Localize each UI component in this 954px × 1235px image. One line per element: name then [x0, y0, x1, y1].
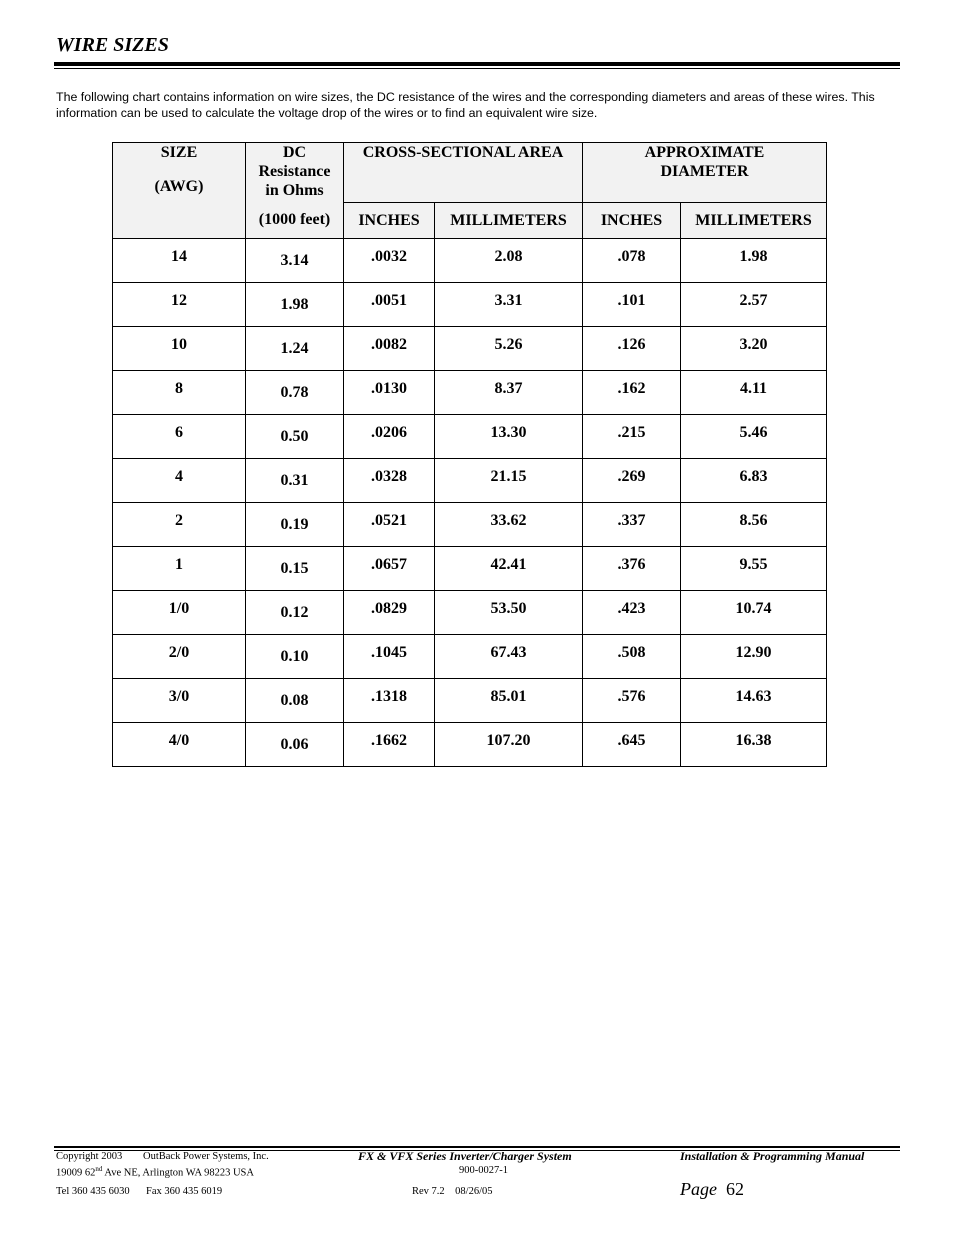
footer-manual-title: Installation & Programming Manual: [680, 1149, 865, 1163]
table-header-row: [113, 143, 827, 203]
footer-doc-number: 900-0027-1: [459, 1165, 508, 1176]
cell-area-inches: .0051: [344, 283, 435, 327]
header-dc-resistance: DC Resistance in Ohms (1000 feet): [246, 143, 344, 239]
table-row: [113, 371, 827, 415]
cell-diameter-inches: .508: [583, 635, 681, 679]
cell-diameter-mm: 1.98: [681, 239, 827, 283]
header-size: SIZE (AWG): [113, 143, 246, 239]
footer-tel: Tel 360 435 6030: [56, 1186, 130, 1197]
cell-dc: 0.19: [246, 503, 344, 547]
title-rule-thick: [54, 62, 900, 66]
table-row: [113, 503, 827, 547]
cell-size: 2/0: [113, 635, 246, 679]
cell-area-inches: .1045: [344, 635, 435, 679]
header-approximate-diameter: APPROXIMATE DIAMETER: [583, 143, 827, 203]
cell-diameter-mm: 6.83: [681, 459, 827, 503]
cell-dc: 0.31: [246, 459, 344, 503]
cell-area-mm: 67.43: [435, 635, 583, 679]
header-area-millimeters: MILLIMETERS: [435, 203, 583, 239]
cell-area-mm: 53.50: [435, 591, 583, 635]
cell-diameter-mm: 9.55: [681, 547, 827, 591]
cell-diameter-inches: .126: [583, 327, 681, 371]
cell-size: 10: [113, 327, 246, 371]
cell-diameter-mm: 8.56: [681, 503, 827, 547]
footer-address: 19009 62nd Ave NE, Arlington WA 98223 USA: [56, 1165, 254, 1179]
cell-area-inches: .1662: [344, 723, 435, 767]
cell-area-mm: 21.15: [435, 459, 583, 503]
cell-area-mm: 107.20: [435, 723, 583, 767]
cell-area-inches: .1318: [344, 679, 435, 723]
cell-size: 6: [113, 415, 246, 459]
cell-area-inches: .0328: [344, 459, 435, 503]
cell-area-inches: .0032: [344, 239, 435, 283]
cell-size: 12: [113, 283, 246, 327]
cell-diameter-inches: .376: [583, 547, 681, 591]
wire-size-table: [112, 142, 827, 767]
cell-diameter-mm: 12.90: [681, 635, 827, 679]
cell-dc: 0.78: [246, 371, 344, 415]
cell-area-mm: 2.08: [435, 239, 583, 283]
cell-size: 4: [113, 459, 246, 503]
cell-diameter-inches: .576: [583, 679, 681, 723]
footer-revision: Rev 7.2 08/26/05: [412, 1186, 493, 1197]
cell-area-inches: .0130: [344, 371, 435, 415]
cell-diameter-mm: 2.57: [681, 283, 827, 327]
cell-size: 8: [113, 371, 246, 415]
intro-paragraph: The following chart contains information on wire sizes, the DC resistance of the wires and the corresponding diameters and areas of these wires. This information can be used to calculate the voltage drop of the wires or to find an equivalent wire size.: [56, 90, 875, 120]
table-row: [113, 635, 827, 679]
footer-company: OutBack Power Systems, Inc.: [143, 1151, 269, 1162]
header-cross-sectional-area: CROSS-SECTIONAL AREA: [344, 143, 583, 203]
footer-copyright: Copyright 2003: [56, 1151, 123, 1162]
cell-size: 3/0: [113, 679, 246, 723]
cell-diameter-inches: .162: [583, 371, 681, 415]
cell-dc: 1.24: [246, 327, 344, 371]
cell-area-inches: .0082: [344, 327, 435, 371]
cell-diameter-inches: .337: [583, 503, 681, 547]
table-row: [113, 459, 827, 503]
cell-area-mm: 13.30: [435, 415, 583, 459]
cell-diameter-inches: .215: [583, 415, 681, 459]
cell-area-mm: 85.01: [435, 679, 583, 723]
cell-area-inches: .0657: [344, 547, 435, 591]
cell-diameter-inches: .423: [583, 591, 681, 635]
cell-size: 1/0: [113, 591, 246, 635]
cell-diameter-mm: 16.38: [681, 723, 827, 767]
cell-area-inches: .0206: [344, 415, 435, 459]
page-title: WIRE SIZES: [56, 34, 169, 56]
cell-dc: 0.08: [246, 679, 344, 723]
cell-size: 14: [113, 239, 246, 283]
table-row: [113, 547, 827, 591]
cell-area-mm: 8.37: [435, 371, 583, 415]
header-diameter-inches: INCHES: [583, 203, 681, 239]
footer-page-number: Page 62: [680, 1179, 744, 1199]
cell-dc: 0.10: [246, 635, 344, 679]
cell-area-mm: 42.41: [435, 547, 583, 591]
table-row: [113, 415, 827, 459]
cell-diameter-inches: .269: [583, 459, 681, 503]
cell-diameter-mm: 4.11: [681, 371, 827, 415]
table-row: [113, 239, 827, 283]
cell-dc: 0.12: [246, 591, 344, 635]
cell-diameter-mm: 14.63: [681, 679, 827, 723]
cell-area-mm: 33.62: [435, 503, 583, 547]
cell-diameter-mm: 10.74: [681, 591, 827, 635]
cell-diameter-mm: 3.20: [681, 327, 827, 371]
footer-product: FX & VFX Series Inverter/Charger System: [358, 1149, 572, 1163]
table-row: [113, 723, 827, 767]
cell-area-mm: 3.31: [435, 283, 583, 327]
cell-diameter-inches: .078: [583, 239, 681, 283]
cell-area-mm: 5.26: [435, 327, 583, 371]
table-row: [113, 591, 827, 635]
cell-size: 2: [113, 503, 246, 547]
cell-dc: 0.15: [246, 547, 344, 591]
header-diameter-millimeters: MILLIMETERS: [681, 203, 827, 239]
title-rule-thin: [54, 68, 900, 69]
footer-rule-thick: [54, 1146, 900, 1148]
cell-dc: 0.06: [246, 723, 344, 767]
table-row: [113, 327, 827, 371]
cell-diameter-mm: 5.46: [681, 415, 827, 459]
footer-fax: Fax 360 435 6019: [146, 1186, 223, 1197]
cell-diameter-inches: .101: [583, 283, 681, 327]
header-area-inches: INCHES: [344, 203, 435, 239]
cell-size: 1: [113, 547, 246, 591]
cell-dc: 0.50: [246, 415, 344, 459]
cell-dc: 1.98: [246, 283, 344, 327]
cell-area-inches: .0829: [344, 591, 435, 635]
cell-diameter-inches: .645: [583, 723, 681, 767]
table-row: [113, 679, 827, 723]
cell-size: 4/0: [113, 723, 246, 767]
cell-area-inches: .0521: [344, 503, 435, 547]
cell-dc: 3.14: [246, 239, 344, 283]
table-row: [113, 283, 827, 327]
